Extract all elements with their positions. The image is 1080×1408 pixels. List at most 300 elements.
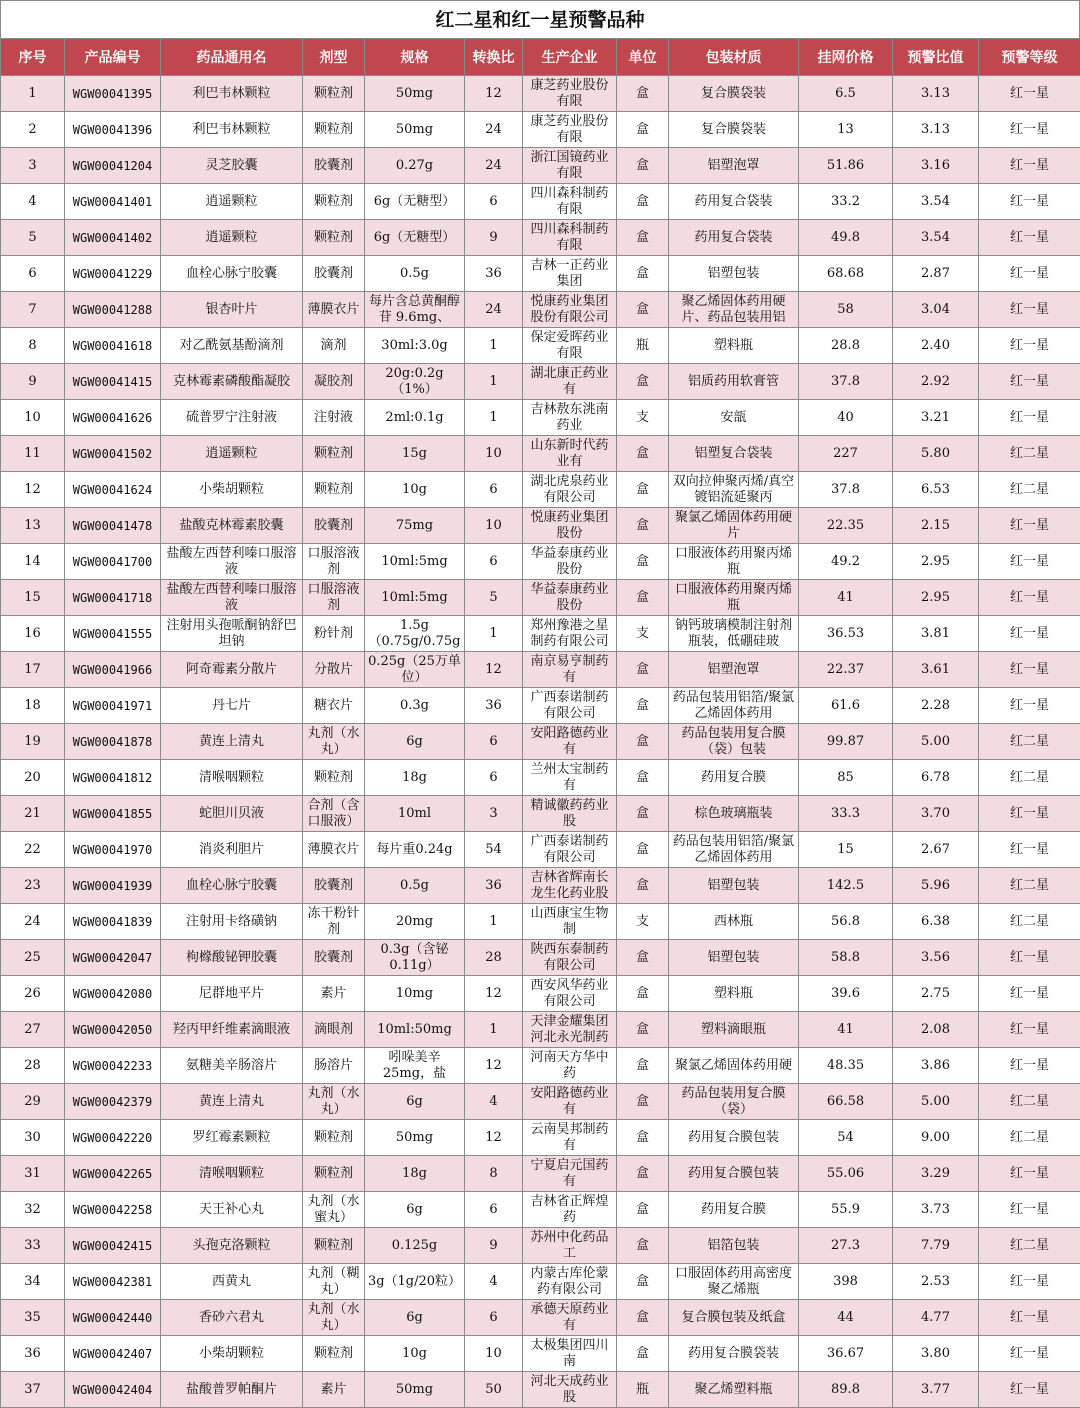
cell-packaging: 安瓿 — [669, 400, 799, 436]
cell-manufacturer: 湖北虎泉药业有限公司 — [523, 472, 617, 508]
cell-packaging: 药用复合膜包装 — [669, 1120, 799, 1156]
cell-warning-ratio: 6.38 — [893, 904, 979, 940]
cell-warning-ratio: 5.80 — [893, 436, 979, 472]
cell-warning-ratio: 4.77 — [893, 1300, 979, 1336]
cell-index: 30 — [1, 1120, 65, 1156]
cell-unit: 盒 — [617, 1192, 669, 1228]
cell-unit: 盒 — [617, 760, 669, 796]
cell-warning-level: 红一星 — [979, 220, 1080, 256]
cell-drug-name: 小柴胡颗粒 — [161, 1336, 303, 1372]
cell-warning-ratio: 2.67 — [893, 832, 979, 868]
cell-ratio: 6 — [465, 1300, 523, 1336]
cell-drug-name: 天王补心丸 — [161, 1192, 303, 1228]
cell-price: 51.86 — [799, 148, 893, 184]
cell-warning-ratio: 3.73 — [893, 1192, 979, 1228]
cell-index: 4 — [1, 184, 65, 220]
cell-spec: 6g — [365, 1192, 465, 1228]
cell-packaging: 药品包装用铝箔/聚氯乙烯固体药用 — [669, 832, 799, 868]
cell-index: 24 — [1, 904, 65, 940]
cell-index: 3 — [1, 148, 65, 184]
table-row — [1, 976, 1080, 1012]
cell-price: 22.37 — [799, 652, 893, 688]
cell-price: 37.8 — [799, 472, 893, 508]
cell-price: 58.8 — [799, 940, 893, 976]
page-title: 红二星和红一星预警品种 — [0, 0, 1080, 38]
cell-drug-name: 尼群地平片 — [161, 976, 303, 1012]
cell-drug-name: 逍遥颗粒 — [161, 436, 303, 472]
col-header-manufacturer: 生产企业 — [523, 39, 617, 76]
cell-dosage-form: 丸剂（糊丸） — [303, 1264, 365, 1300]
cell-code: WGW00042233 — [65, 1048, 161, 1084]
cell-dosage-form: 薄膜衣片 — [303, 292, 365, 328]
table-row — [1, 1120, 1080, 1156]
cell-spec: 0.3g（含铋0.11g） — [365, 940, 465, 976]
cell-code: WGW00041288 — [65, 292, 161, 328]
cell-warning-ratio: 9.00 — [893, 1120, 979, 1156]
cell-warning-ratio: 7.79 — [893, 1228, 979, 1264]
cell-warning-ratio: 5.00 — [893, 1084, 979, 1120]
cell-warning-level: 红一星 — [979, 76, 1080, 112]
cell-drug-name: 盐酸左西替利嗪口服溶液 — [161, 580, 303, 616]
cell-packaging: 聚氯乙烯固体药用硬 — [669, 1048, 799, 1084]
cell-warning-ratio: 3.04 — [893, 292, 979, 328]
table-row — [1, 1192, 1080, 1228]
cell-ratio: 6 — [465, 1192, 523, 1228]
cell-dosage-form: 颗粒剂 — [303, 760, 365, 796]
col-header-unit: 单位 — [617, 39, 669, 76]
cell-index: 1 — [1, 76, 65, 112]
cell-packaging: 药用复合膜包装 — [669, 1156, 799, 1192]
cell-spec: 6g（无糖型） — [365, 220, 465, 256]
cell-price: 22.35 — [799, 508, 893, 544]
cell-spec: 6g — [365, 1084, 465, 1120]
cell-packaging: 铝质药用软膏管 — [669, 364, 799, 400]
cell-drug-name: 对乙酰氨基酚滴剂 — [161, 328, 303, 364]
table-row — [1, 220, 1080, 256]
cell-drug-name: 蛇胆川贝液 — [161, 796, 303, 832]
cell-manufacturer: 山西康宝生物制 — [523, 904, 617, 940]
cell-manufacturer: 陕西东泰制药有限公司 — [523, 940, 617, 976]
cell-code: WGW00041700 — [65, 544, 161, 580]
cell-code: WGW00041939 — [65, 868, 161, 904]
table-row — [1, 472, 1080, 508]
cell-ratio: 1 — [465, 400, 523, 436]
col-header-price: 挂网价格 — [799, 39, 893, 76]
cell-spec: 6g（无糖型） — [365, 184, 465, 220]
cell-warning-ratio: 3.21 — [893, 400, 979, 436]
cell-drug-name: 逍遥颗粒 — [161, 220, 303, 256]
cell-ratio: 12 — [465, 76, 523, 112]
table-row — [1, 1084, 1080, 1120]
cell-warning-ratio: 3.54 — [893, 220, 979, 256]
cell-manufacturer: 吉林一正药业集团 — [523, 256, 617, 292]
cell-warning-level: 红一星 — [979, 940, 1080, 976]
cell-manufacturer: 安阳路德药业有 — [523, 1084, 617, 1120]
cell-ratio: 1 — [465, 328, 523, 364]
cell-packaging: 药用复合膜 — [669, 1192, 799, 1228]
cell-ratio: 10 — [465, 508, 523, 544]
cell-manufacturer: 广西泰诺制药有限公司 — [523, 832, 617, 868]
cell-warning-level: 红二星 — [979, 1228, 1080, 1264]
table-row — [1, 904, 1080, 940]
col-header-index: 序号 — [1, 39, 65, 76]
cell-warning-level: 红二星 — [979, 904, 1080, 940]
cell-code: WGW00041718 — [65, 580, 161, 616]
cell-index: 25 — [1, 940, 65, 976]
cell-index: 20 — [1, 760, 65, 796]
cell-ratio: 36 — [465, 868, 523, 904]
cell-price: 28.8 — [799, 328, 893, 364]
cell-manufacturer: 精诚徽药药业股 — [523, 796, 617, 832]
cell-warning-level: 红二星 — [979, 868, 1080, 904]
cell-dosage-form: 素片 — [303, 1372, 365, 1408]
cell-dosage-form: 颗粒剂 — [303, 1120, 365, 1156]
col-header-warning-ratio: 预警比值 — [893, 39, 979, 76]
cell-ratio: 36 — [465, 688, 523, 724]
cell-warning-level: 红一星 — [979, 1048, 1080, 1084]
cell-warning-level: 红二星 — [979, 1120, 1080, 1156]
cell-warning-ratio: 2.95 — [893, 580, 979, 616]
cell-warning-level: 红一星 — [979, 148, 1080, 184]
table-row — [1, 76, 1080, 112]
col-header-code: 产品编号 — [65, 39, 161, 76]
cell-manufacturer: 河南天方华中药 — [523, 1048, 617, 1084]
cell-unit: 盒 — [617, 652, 669, 688]
cell-price: 41 — [799, 1012, 893, 1048]
cell-drug-name: 小柴胡颗粒 — [161, 472, 303, 508]
cell-dosage-form: 冻干粉针剂 — [303, 904, 365, 940]
cell-spec: 50mg — [365, 1120, 465, 1156]
cell-warning-ratio: 5.00 — [893, 724, 979, 760]
cell-warning-level: 红一星 — [979, 580, 1080, 616]
cell-code: WGW00042047 — [65, 940, 161, 976]
cell-drug-name: 盐酸克林霉素胶囊 — [161, 508, 303, 544]
cell-warning-ratio: 6.53 — [893, 472, 979, 508]
cell-warning-level: 红一星 — [979, 292, 1080, 328]
cell-price: 55.9 — [799, 1192, 893, 1228]
cell-manufacturer: 西安风华药业有限公司 — [523, 976, 617, 1012]
cell-warning-level: 红一星 — [979, 796, 1080, 832]
cell-unit: 盒 — [617, 1120, 669, 1156]
cell-dosage-form: 糖衣片 — [303, 688, 365, 724]
cell-spec: 10ml — [365, 796, 465, 832]
cell-ratio: 9 — [465, 1228, 523, 1264]
cell-drug-name: 利巴韦林颗粒 — [161, 112, 303, 148]
cell-drug-name: 注射用头孢哌酮钠舒巴坦钠 — [161, 616, 303, 652]
cell-price: 15 — [799, 832, 893, 868]
cell-unit: 盒 — [617, 1084, 669, 1120]
cell-manufacturer: 云南昊邦制药有 — [523, 1120, 617, 1156]
table-row — [1, 256, 1080, 292]
cell-code: WGW00041395 — [65, 76, 161, 112]
cell-packaging: 塑料滴眼瓶 — [669, 1012, 799, 1048]
cell-unit: 盒 — [617, 832, 669, 868]
cell-warning-level: 红一星 — [979, 544, 1080, 580]
header-row — [1, 39, 1080, 76]
cell-dosage-form: 素片 — [303, 976, 365, 1012]
cell-code: WGW00041401 — [65, 184, 161, 220]
cell-code: WGW00042220 — [65, 1120, 161, 1156]
cell-price: 54 — [799, 1120, 893, 1156]
cell-warning-ratio: 3.61 — [893, 652, 979, 688]
cell-manufacturer: 悦康药业集团股份有限公司 — [523, 292, 617, 328]
cell-packaging: 铝塑包装 — [669, 940, 799, 976]
cell-index: 13 — [1, 508, 65, 544]
cell-index: 14 — [1, 544, 65, 580]
cell-price: 33.3 — [799, 796, 893, 832]
cell-packaging: 钠钙玻璃模制注射剂瓶装，低硼硅玻 — [669, 616, 799, 652]
cell-price: 58 — [799, 292, 893, 328]
cell-code: WGW00041478 — [65, 508, 161, 544]
cell-packaging: 复合膜包装及纸盒 — [669, 1300, 799, 1336]
cell-unit: 盒 — [617, 364, 669, 400]
cell-price: 37.8 — [799, 364, 893, 400]
cell-packaging: 复合膜袋装 — [669, 112, 799, 148]
cell-dosage-form: 颗粒剂 — [303, 1228, 365, 1264]
cell-index: 28 — [1, 1048, 65, 1084]
cell-packaging: 塑料瓶 — [669, 328, 799, 364]
cell-index: 27 — [1, 1012, 65, 1048]
cell-warning-ratio: 3.86 — [893, 1048, 979, 1084]
cell-spec: 18g — [365, 760, 465, 796]
cell-warning-ratio: 3.16 — [893, 148, 979, 184]
cell-index: 10 — [1, 400, 65, 436]
cell-manufacturer: 四川森科制药有限 — [523, 220, 617, 256]
cell-drug-name: 盐酸左西替利嗪口服溶液 — [161, 544, 303, 580]
cell-spec: 50mg — [365, 1372, 465, 1408]
cell-code: WGW00041812 — [65, 760, 161, 796]
cell-price: 36.67 — [799, 1336, 893, 1372]
cell-unit: 支 — [617, 904, 669, 940]
cell-manufacturer: 南京易亨制药有 — [523, 652, 617, 688]
cell-packaging: 药用复合膜 — [669, 760, 799, 796]
cell-warning-ratio: 6.78 — [893, 760, 979, 796]
col-header-ratio: 转换比 — [465, 39, 523, 76]
cell-manufacturer: 湖北康正药业有 — [523, 364, 617, 400]
cell-spec: 吲哚美辛25mg，盐 — [365, 1048, 465, 1084]
cell-ratio: 12 — [465, 976, 523, 1012]
cell-warning-ratio: 2.15 — [893, 508, 979, 544]
cell-price: 49.2 — [799, 544, 893, 580]
cell-spec: 0.27g — [365, 148, 465, 184]
cell-spec: 75mg — [365, 508, 465, 544]
cell-code: WGW00041626 — [65, 400, 161, 436]
cell-ratio: 1 — [465, 364, 523, 400]
cell-ratio: 6 — [465, 544, 523, 580]
cell-index: 6 — [1, 256, 65, 292]
cell-manufacturer: 华益泰康药业股份 — [523, 544, 617, 580]
cell-dosage-form: 颗粒剂 — [303, 112, 365, 148]
table-row — [1, 436, 1080, 472]
cell-code: WGW00042440 — [65, 1300, 161, 1336]
cell-packaging: 铝塑复合袋装 — [669, 436, 799, 472]
cell-unit: 盒 — [617, 1156, 669, 1192]
cell-dosage-form: 肠溶片 — [303, 1048, 365, 1084]
cell-code: WGW00041839 — [65, 904, 161, 940]
cell-ratio: 4 — [465, 1084, 523, 1120]
cell-warning-ratio: 5.96 — [893, 868, 979, 904]
cell-dosage-form: 滴剂 — [303, 328, 365, 364]
cell-dosage-form: 合剂（含口服液） — [303, 796, 365, 832]
cell-warning-level: 红二星 — [979, 724, 1080, 760]
cell-price: 55.06 — [799, 1156, 893, 1192]
table-row — [1, 1048, 1080, 1084]
cell-drug-name: 盐酸普罗帕酮片 — [161, 1372, 303, 1408]
cell-index: 34 — [1, 1264, 65, 1300]
cell-warning-level: 红一星 — [979, 832, 1080, 868]
table-row — [1, 184, 1080, 220]
table-row — [1, 328, 1080, 364]
cell-code: WGW00042379 — [65, 1084, 161, 1120]
cell-spec: 20g:0.2g（1%） — [365, 364, 465, 400]
cell-unit: 盒 — [617, 220, 669, 256]
cell-dosage-form: 丸剂（水蜜丸） — [303, 1192, 365, 1228]
cell-ratio: 1 — [465, 1012, 523, 1048]
cell-code: WGW00042415 — [65, 1228, 161, 1264]
cell-packaging: 口服固体药用高密度聚乙烯瓶 — [669, 1264, 799, 1300]
cell-drug-name: 血栓心脉宁胶囊 — [161, 256, 303, 292]
cell-warning-ratio: 2.53 — [893, 1264, 979, 1300]
cell-dosage-form: 丸剂（水丸） — [303, 1300, 365, 1336]
cell-index: 35 — [1, 1300, 65, 1336]
cell-drug-name: 逍遥颗粒 — [161, 184, 303, 220]
cell-manufacturer: 康芝药业股份有限 — [523, 76, 617, 112]
cell-packaging: 药品包装用铝箔/聚氯乙烯固体药用 — [669, 688, 799, 724]
cell-packaging: 药用复合袋装 — [669, 220, 799, 256]
cell-warning-level: 红一星 — [979, 652, 1080, 688]
cell-price: 40 — [799, 400, 893, 436]
cell-dosage-form: 口服溶液剂 — [303, 580, 365, 616]
cell-spec: 每片重0.24g — [365, 832, 465, 868]
cell-spec: 0.3g — [365, 688, 465, 724]
table-row — [1, 1012, 1080, 1048]
cell-price: 66.58 — [799, 1084, 893, 1120]
cell-packaging: 复合膜袋装 — [669, 76, 799, 112]
cell-dosage-form: 颗粒剂 — [303, 1336, 365, 1372]
cell-packaging: 药用复合袋装 — [669, 184, 799, 220]
table-row — [1, 1156, 1080, 1192]
cell-dosage-form: 颗粒剂 — [303, 184, 365, 220]
cell-ratio: 50 — [465, 1372, 523, 1408]
cell-manufacturer: 承德天原药业有 — [523, 1300, 617, 1336]
cell-index: 23 — [1, 868, 65, 904]
cell-code: WGW00041555 — [65, 616, 161, 652]
cell-manufacturer: 宁夏启元国药有 — [523, 1156, 617, 1192]
cell-warning-level: 红二星 — [979, 760, 1080, 796]
table-row — [1, 112, 1080, 148]
cell-index: 21 — [1, 796, 65, 832]
cell-manufacturer: 康芝药业股份有限 — [523, 112, 617, 148]
cell-index: 33 — [1, 1228, 65, 1264]
cell-spec: 0.5g — [365, 256, 465, 292]
table-body — [1, 76, 1080, 1408]
cell-packaging: 聚乙烯固体药用硬片、药品包装用铝 — [669, 292, 799, 328]
cell-warning-level: 红一星 — [979, 256, 1080, 292]
cell-spec: 2ml:0.1g — [365, 400, 465, 436]
cell-packaging: 药品包装用复合膜（袋）包装 — [669, 724, 799, 760]
cell-drug-name: 银杏叶片 — [161, 292, 303, 328]
cell-unit: 盒 — [617, 1228, 669, 1264]
cell-unit: 盒 — [617, 472, 669, 508]
cell-dosage-form: 颗粒剂 — [303, 436, 365, 472]
cell-unit: 盒 — [617, 976, 669, 1012]
cell-code: WGW00041970 — [65, 832, 161, 868]
cell-ratio: 36 — [465, 256, 523, 292]
cell-packaging: 药品包装用复合膜（袋） — [669, 1084, 799, 1120]
cell-index: 17 — [1, 652, 65, 688]
cell-warning-ratio: 3.81 — [893, 616, 979, 652]
cell-index: 18 — [1, 688, 65, 724]
warning-table — [0, 38, 1080, 1408]
cell-index: 15 — [1, 580, 65, 616]
cell-code: WGW00042050 — [65, 1012, 161, 1048]
cell-warning-level: 红一星 — [979, 508, 1080, 544]
cell-ratio: 8 — [465, 1156, 523, 1192]
cell-price: 49.8 — [799, 220, 893, 256]
cell-unit: 盒 — [617, 688, 669, 724]
cell-manufacturer: 山东新时代药业有 — [523, 436, 617, 472]
cell-warning-level: 红二星 — [979, 436, 1080, 472]
table-row — [1, 796, 1080, 832]
cell-manufacturer: 太极集团四川南 — [523, 1336, 617, 1372]
cell-code: WGW00042265 — [65, 1156, 161, 1192]
cell-drug-name: 头孢克洛颗粒 — [161, 1228, 303, 1264]
cell-spec: 50mg — [365, 112, 465, 148]
cell-packaging: 塑料瓶 — [669, 976, 799, 1012]
cell-code: WGW00041966 — [65, 652, 161, 688]
cell-drug-name: 清喉咽颗粒 — [161, 760, 303, 796]
cell-warning-ratio: 2.40 — [893, 328, 979, 364]
cell-ratio: 10 — [465, 1336, 523, 1372]
cell-drug-name: 丹七片 — [161, 688, 303, 724]
cell-ratio: 1 — [465, 616, 523, 652]
cell-dosage-form: 丸剂（水丸） — [303, 1084, 365, 1120]
cell-price: 56.8 — [799, 904, 893, 940]
cell-price: 61.6 — [799, 688, 893, 724]
cell-warning-level: 红一星 — [979, 184, 1080, 220]
cell-dosage-form: 分散片 — [303, 652, 365, 688]
cell-warning-level: 红一星 — [979, 328, 1080, 364]
cell-ratio: 10 — [465, 436, 523, 472]
cell-spec: 6g — [365, 1300, 465, 1336]
cell-packaging: 棕色玻璃瓶装 — [669, 796, 799, 832]
cell-manufacturer: 兰州太宝制药有 — [523, 760, 617, 796]
cell-price: 227 — [799, 436, 893, 472]
cell-ratio: 12 — [465, 652, 523, 688]
cell-ratio: 28 — [465, 940, 523, 976]
col-header-packaging: 包装材质 — [669, 39, 799, 76]
cell-code: WGW00042080 — [65, 976, 161, 1012]
cell-spec: 10g — [365, 472, 465, 508]
cell-spec: 0.5g — [365, 868, 465, 904]
cell-index: 37 — [1, 1372, 65, 1408]
table-row — [1, 688, 1080, 724]
cell-index: 32 — [1, 1192, 65, 1228]
cell-unit: 盒 — [617, 184, 669, 220]
cell-index: 11 — [1, 436, 65, 472]
cell-unit: 盒 — [617, 112, 669, 148]
cell-price: 36.53 — [799, 616, 893, 652]
cell-warning-level: 红一星 — [979, 1192, 1080, 1228]
cell-unit: 支 — [617, 616, 669, 652]
cell-code: WGW00041971 — [65, 688, 161, 724]
cell-ratio: 5 — [465, 580, 523, 616]
table-row — [1, 868, 1080, 904]
cell-drug-name: 罗红霉素颗粒 — [161, 1120, 303, 1156]
col-header-spec: 规格 — [365, 39, 465, 76]
cell-drug-name: 血栓心脉宁胶囊 — [161, 868, 303, 904]
cell-index: 19 — [1, 724, 65, 760]
